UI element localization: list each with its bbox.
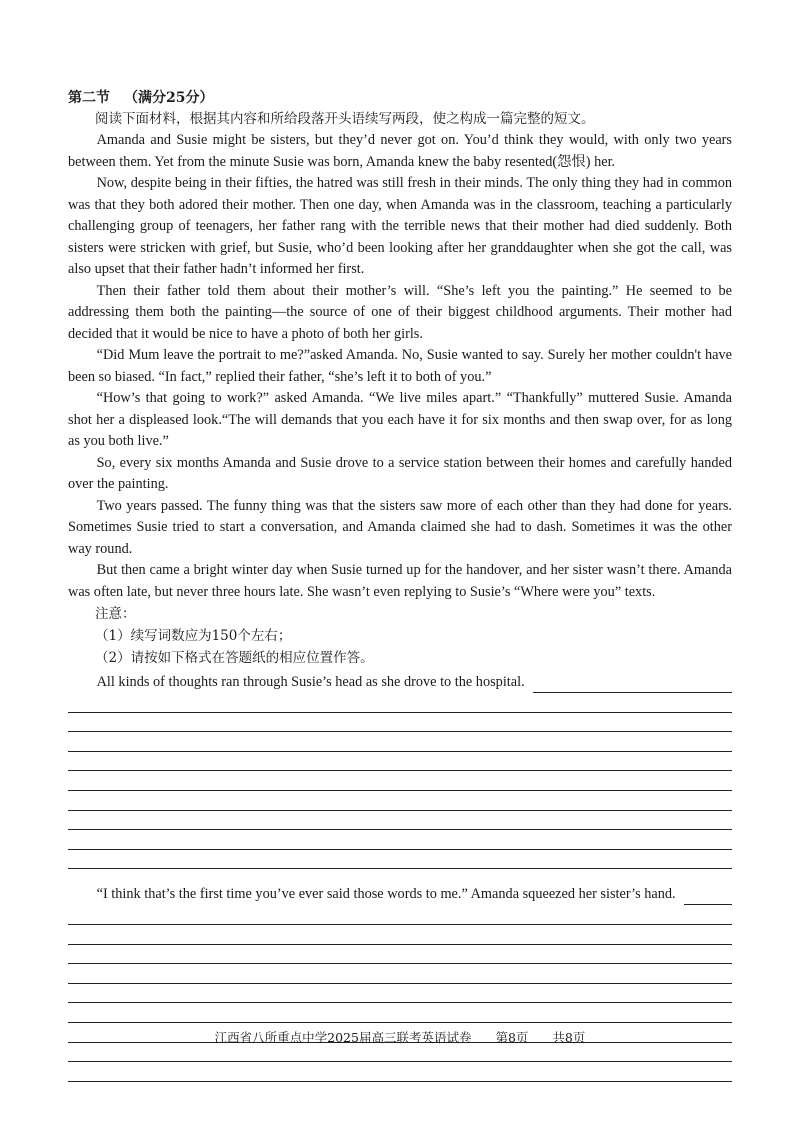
paragraph-opening-2	[68, 883, 732, 905]
note-item-1: （1）续写词数应为150个左右；	[95, 628, 292, 644]
writing-line[interactable]	[68, 850, 732, 870]
page-footer	[0, 1028, 800, 1046]
note-item-2: （2）请按如下格式在答题纸的相应位置作答。	[95, 650, 374, 666]
writing-line[interactable]	[68, 811, 732, 831]
paragraph-opening-1	[68, 671, 732, 693]
writing-line[interactable]	[68, 693, 732, 713]
writing-line[interactable]	[68, 732, 732, 752]
story-text	[68, 130, 732, 603]
writing-line[interactable]	[68, 752, 732, 772]
section-heading	[68, 88, 732, 108]
instruction-text: 阅读下面材料，根据其内容和所给段落开头语续写两段，使之构成一篇完整的短文。	[95, 111, 595, 127]
section-title: 第二节	[68, 90, 110, 106]
writing-line[interactable]	[68, 964, 732, 984]
writing-line[interactable]	[68, 905, 732, 925]
story-paragraph-3: Then their father told them about their mother’s will. “She’s left you the painting.” He seemed to be addressing them both the painting—the source of one of their biggest childhood arguments. Their mother had decided that it would be nice to have a photo of both her girls.	[68, 282, 732, 342]
writing-line[interactable]	[68, 791, 732, 811]
footer-exam-title: 江西省八所重点中学2025届高三联考英语试卷	[214, 1030, 472, 1045]
writing-line[interactable]	[68, 984, 732, 1004]
story-paragraph-4: “Did Mum leave the portrait to me?”asked Amanda. No, Susie wanted to say. Surely her mother couldn't have been so biased. “In fact,” replied their father, “she’s left it to both of you.”	[68, 347, 732, 385]
writing-line[interactable]	[68, 713, 732, 733]
footer-page-number: 第8页	[495, 1030, 529, 1045]
footer-total-pages: 共8页	[552, 1030, 586, 1045]
notes	[68, 603, 732, 669]
story-paragraph-6: So, every six months Amanda and Susie drove to a service station between their homes and carefully handed over the painting.	[68, 454, 732, 492]
writing-line[interactable]	[68, 771, 732, 791]
writing-line[interactable]	[68, 945, 732, 965]
opening-sentence-1: All kinds of thoughts ran through Susie’s head as she drove to the hospital.	[96, 674, 525, 690]
notes-heading: 注意：	[95, 606, 136, 622]
writing-line[interactable]	[533, 676, 732, 693]
story-paragraph-2: Now, despite being in their fifties, the hatred was still fresh in their minds. The only thing they had in common was that they both adored their mother. Then one day, when Amanda was in the classroom, teaching a particularly challenging group of teenagers, her father rang with the terrible news that their mother had died suddenly. Both sisters were stricken with grief, but Susie, who’d been looking after her granddaughter when she got the call, was also upset that their father hadn’t informed her first.	[68, 175, 732, 277]
story-paragraph-8: But then came a bright winter day when Susie turned up for the handover, and her sister wasn’t there. Amanda was often late, but never three hours late. She wasn’t even replying to Susie’s “Where were you” texts.	[68, 562, 732, 600]
writing-line[interactable]	[68, 1062, 732, 1082]
writing-line[interactable]	[68, 1003, 732, 1023]
writing-line[interactable]	[68, 830, 732, 850]
section-score: （满分25分）	[124, 90, 214, 106]
writing-line[interactable]	[684, 888, 732, 905]
writing-area-1[interactable]	[68, 693, 732, 869]
writing-line[interactable]	[68, 925, 732, 945]
story-paragraph-7: Two years passed. The funny thing was that the sisters saw more of each other than they had done for years. Sometimes Susie tried to start a conversation, and Amanda claimed she had to dash. Sometimes it was the other way round.	[68, 497, 732, 557]
story-paragraph-5: “How’s that going to work?” asked Amanda. “We live miles apart.” “Thankfully” muttered Susie. Amanda shot her a displeased look.“The will demands that you each have it for six months and then swap over, for as long as you both live.”	[68, 390, 732, 449]
story-paragraph-1: Amanda and Susie might be sisters, but they’d never got on. You’d think they would, with only two years between them. Yet from the minute Susie was born, Amanda knew the baby resented(怨恨) her.	[68, 132, 732, 170]
writing-area-2[interactable]	[68, 905, 732, 1081]
opening-sentence-2: “I think that’s the first time you’ve ever said those words to me.” Amanda squeezed her sister’s hand.	[96, 886, 676, 903]
